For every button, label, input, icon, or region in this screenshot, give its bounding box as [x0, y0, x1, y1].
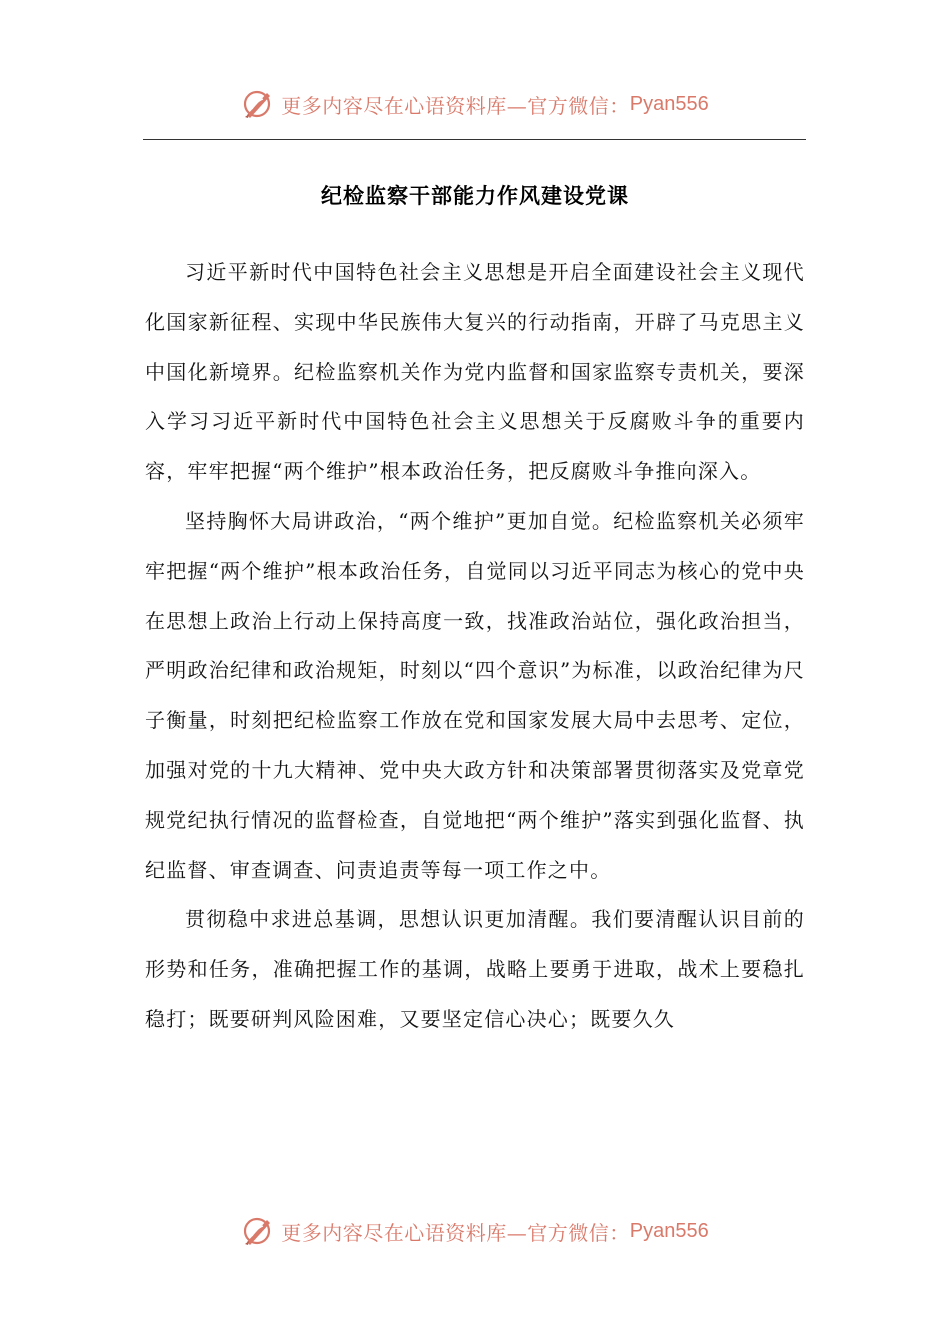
- document-body: [145, 248, 805, 1045]
- banner-wechat-id: Pyan556: [629, 1219, 709, 1242]
- document-title: 纪检监察干部能力作风建设党课: [321, 184, 629, 208]
- paragraph: 坚持胸怀大局讲政治，“两个维护”更加自觉。纪检监察机关必须牢牢把握“两个维护”根本政治任务，自觉同以习近平同志为核心的党中央在思想上政治上行动上保持高度一致，找准政治站位，强化政治担当，严明政治纪律和政治规矩，时刻以“四个意识”为标准，以政治纪律为尺子衡量，时刻把纪检监察工作放在党和国家发展大局中去思考、定位，加强对党的十九大精神、党中央大政方针和决策部署贯彻落实及党章党规党纪执行情况的监督检查，自觉地把“两个维护”落实到强化监督、执纪监督、审查调查、问责追责等每一项工作之中。: [145, 508, 805, 882]
- banner-text: 更多内容尽在心语资料库—官方微信：: [281, 93, 630, 118]
- pen-logo-icon: [241, 1214, 275, 1248]
- pen-logo-icon: [241, 87, 275, 121]
- header-divider: [143, 139, 806, 140]
- header-banner: [0, 84, 950, 124]
- banner-wechat-id: Pyan556: [629, 92, 709, 115]
- banner-text: 更多内容尽在心语资料库—官方微信：: [281, 1220, 630, 1245]
- paragraph: 贯彻稳中求进总基调，思想认识更加清醒。我们要清醒认识目前的形势和任务，准确把握工作的基调，战略上要勇于进取，战术上要稳扎稳打；既要研判风险困难，又要坚定信心决心；既要久久: [145, 907, 805, 1031]
- footer-banner: [0, 1211, 950, 1251]
- paragraph: 习近平新时代中国特色社会主义思想是开启全面建设社会主义现代化国家新征程、实现中华民族伟大复兴的行动指南，开辟了马克思主义中国化新境界。纪检监察机关作为党内监督和国家监察专责机关，要深入学习习近平新时代中国特色社会主义思想关于反腐败斗争的重要内容，牢牢把握“两个维护”根本政治任务，把反腐败斗争推向深入。: [145, 260, 805, 484]
